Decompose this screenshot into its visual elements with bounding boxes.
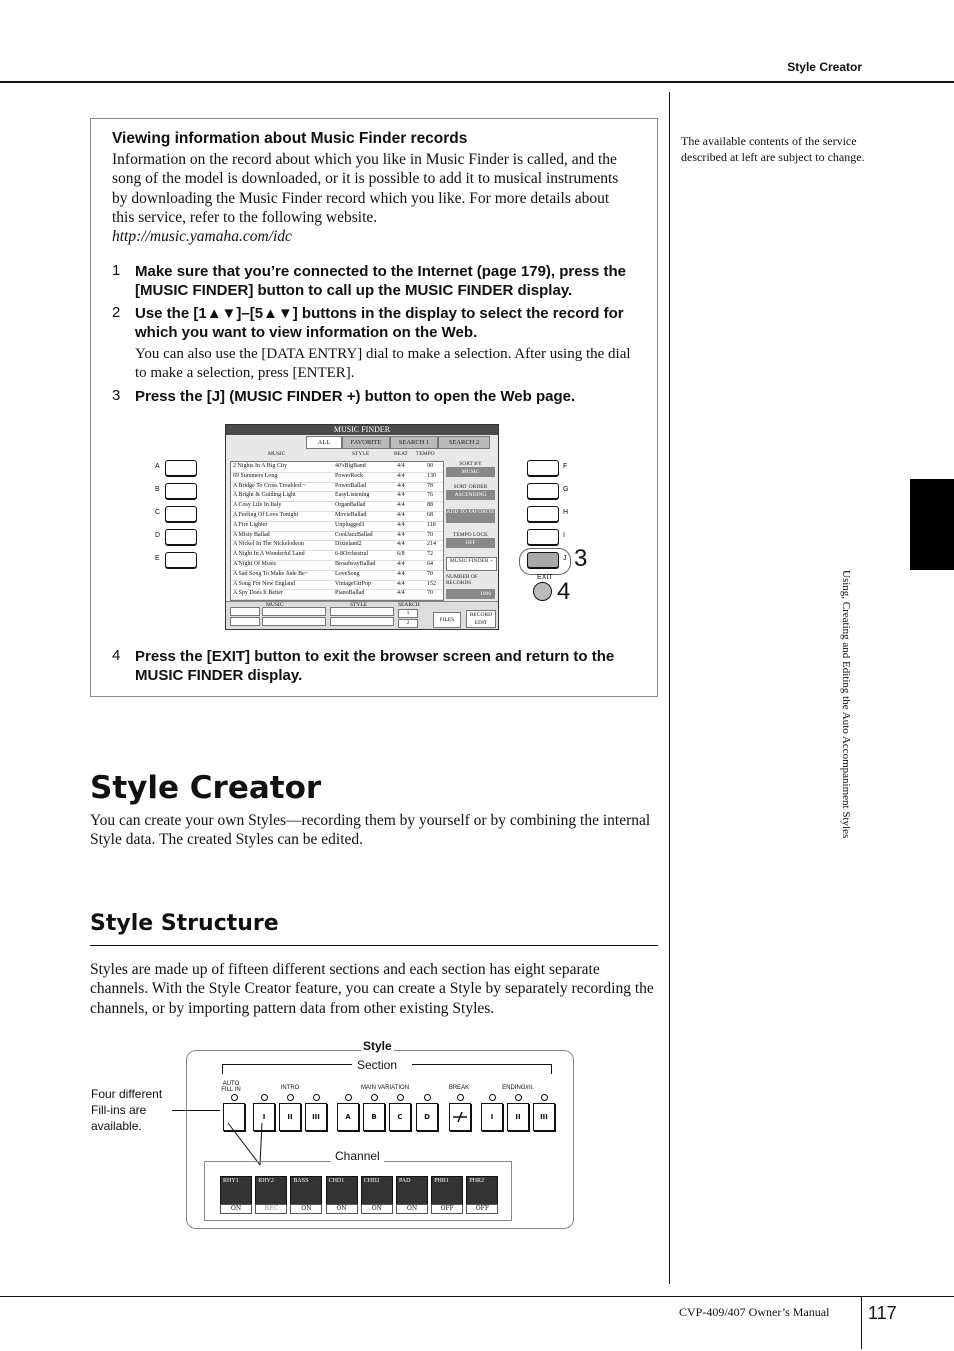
record-beat: 4/4	[397, 580, 405, 587]
footer-rule	[0, 1296, 954, 1297]
record-music: A Feeling Of Love Tonight	[233, 512, 299, 518]
record-tempo: 78	[427, 482, 433, 489]
section-button[interactable]: III	[305, 1103, 327, 1131]
channel-name: PAD	[399, 1178, 411, 1184]
exit-label: EXIT	[537, 574, 553, 581]
music-down-button[interactable]	[230, 617, 260, 626]
section-button[interactable]: I	[253, 1103, 275, 1131]
panel-button-a[interactable]	[165, 460, 197, 476]
channel-name: PHR1	[434, 1178, 449, 1184]
record-music: 2 Nights In A Big City	[233, 463, 288, 469]
group-label-fill-in: AUTO FILL IN	[221, 1081, 241, 1093]
section-led	[371, 1094, 378, 1101]
tab-search-1[interactable]: SEARCH 1	[390, 436, 438, 449]
panel-button-label: A	[155, 463, 160, 470]
record-edit-button[interactable]: RECORD EDIT	[466, 610, 496, 628]
channel-state[interactable]: ON	[396, 1204, 428, 1214]
panel-button-label: I	[563, 532, 565, 539]
record-beat: 4/4	[397, 482, 405, 489]
record-tempo: 72	[427, 551, 433, 558]
record-beat: 6/8	[397, 551, 405, 558]
record-beat: 4/4	[397, 472, 405, 479]
record-music: A Bright & Guiding Light	[233, 492, 296, 499]
record-music: A Misty Ballad	[233, 531, 270, 538]
diagram-channel-label: Channel	[331, 1149, 384, 1163]
section-button[interactable]: III	[533, 1103, 555, 1131]
bottom-search-label: SEARCH	[398, 602, 420, 608]
panel-button-label: F	[563, 463, 568, 470]
section-button[interactable]: II	[279, 1103, 301, 1131]
panel-left-buttons	[155, 460, 205, 572]
record-tempo: 88	[427, 502, 433, 509]
note-heading: Viewing information about Music Finder records	[112, 130, 468, 147]
record-music: A Spy Does It Better	[233, 590, 283, 597]
record-music: 69 Summers Long	[233, 472, 278, 479]
column-divider	[669, 92, 670, 1284]
record-beat: 4/4	[397, 502, 405, 509]
record-style: Unplugged1	[335, 521, 365, 528]
chapter-tab-label: Using, Creating and Editing the Auto Accompaniment Styles	[840, 570, 852, 839]
group-label-intro: INTRO	[280, 1085, 300, 1091]
channel-name: RHY1	[223, 1178, 239, 1184]
channel-state[interactable]: OFF	[466, 1204, 498, 1214]
record-style: MovieBallad	[335, 512, 367, 518]
panel-button-g[interactable]	[527, 483, 559, 499]
group-label-ending: ENDING/rit.	[502, 1085, 534, 1091]
panel-button-label: E	[155, 555, 160, 562]
panel-button-label: H	[563, 509, 569, 516]
section-intro: You can create your own Styles—recording them by yourself or by combining the internal Style data. The created Styles can be edited.	[90, 812, 651, 849]
section-title: Style Creator	[90, 770, 322, 806]
channel-name: PHR2	[469, 1178, 485, 1184]
step-text: Press the [EXIT] button to exit the browser screen and return to the MUSIC FINDER display.	[135, 648, 615, 685]
step-text: Use the [1▲▼]–[5▲▼] buttons in the display to select the record for which you want to view information on the Web.	[135, 305, 624, 342]
page-number: 117	[868, 1303, 897, 1323]
record-music: A Night In A Wonderful Land	[233, 551, 305, 558]
record-style: 40'sBigBand	[335, 463, 366, 469]
group-label-break: BREAK	[448, 1085, 470, 1091]
bottom-music-label: MUSIC	[266, 602, 284, 608]
margin-note: The available contents of the service described at left are subject to change.	[681, 134, 865, 164]
add-to-favorite-label: ADD TO FAVORITE	[446, 509, 495, 523]
panel-button-label: G	[563, 486, 569, 493]
section-led	[313, 1094, 320, 1101]
music-finder-plus-button[interactable]: MUSIC FINDER +	[446, 557, 497, 571]
channel-name: CHD2	[363, 1178, 380, 1184]
fill-in-note-leader	[172, 1110, 220, 1111]
sort-order-value: ASCENDING	[446, 490, 495, 500]
chapter-tab	[910, 479, 954, 570]
section-led	[424, 1094, 431, 1101]
record-style: PowerRock	[335, 472, 363, 479]
tab-all[interactable]: ALL	[306, 436, 342, 449]
record-style: CoolJazzBallad	[335, 531, 373, 538]
record-tempo: 118	[427, 521, 436, 528]
diagram-style-label: Style	[363, 1039, 392, 1053]
panel-button-label: J	[563, 555, 567, 562]
section-bracket-left	[222, 1064, 352, 1065]
music-up-button[interactable]	[230, 607, 260, 616]
panel-button-label: C	[155, 509, 161, 516]
section-button[interactable]: II	[507, 1103, 529, 1131]
subsection-rule	[90, 945, 658, 946]
record-beat: 4/4	[397, 541, 405, 548]
record-tempo: 152	[427, 580, 436, 587]
add-to-favorite-button[interactable]	[446, 509, 495, 523]
step-number: 1	[112, 262, 121, 279]
record-tempo: 70	[427, 590, 433, 597]
section-led	[489, 1094, 496, 1101]
record-beat: 4/4	[397, 531, 405, 538]
record-style: OrganBallad	[335, 502, 366, 509]
panel-button-b[interactable]	[165, 483, 197, 499]
sort-order-label: SORT ORDER	[453, 484, 488, 490]
record-music: A Cosy Life In Italy	[233, 502, 282, 509]
sort-by-label: SORT BY	[459, 461, 482, 467]
record-style: LoveSong	[335, 570, 360, 577]
music-page-up-button[interactable]	[262, 607, 326, 616]
record-beat: 4/4	[397, 590, 405, 597]
section-button[interactable]: D	[416, 1103, 438, 1131]
section-bracket-right	[412, 1064, 552, 1065]
record-beat: 4/4	[397, 521, 405, 528]
number-of-records-value: 1006	[446, 589, 495, 599]
diagram-section-label: Section	[357, 1058, 398, 1072]
step-text: Press the [J] (MUSIC FINDER +) button to open the Web page.	[135, 388, 576, 405]
section-led	[397, 1094, 404, 1101]
record-tempo: 90	[427, 463, 433, 469]
channel-name: RHY2	[258, 1178, 274, 1184]
record-music: A Song For New England	[233, 580, 295, 587]
panel-button-label: D	[155, 532, 161, 539]
search-1-button[interactable]: 1	[398, 609, 418, 618]
tempo-lock-control[interactable]	[446, 532, 495, 548]
record-beat: 4/4	[397, 570, 405, 577]
section-button[interactable]: A	[337, 1103, 359, 1131]
channel-name: BASS	[293, 1178, 309, 1184]
column-tempo: TEMPO	[416, 451, 435, 457]
section-button[interactable]: C	[389, 1103, 411, 1131]
exit-button[interactable]	[533, 582, 552, 601]
record-style: VintageGtrPop	[335, 580, 371, 587]
music-page-down-button[interactable]	[262, 617, 326, 626]
record-list	[230, 461, 444, 601]
panel-button-d[interactable]	[165, 529, 197, 545]
bottom-style-label: STYLE	[350, 602, 368, 608]
highlight-j-button	[519, 548, 571, 575]
section-led	[261, 1094, 268, 1101]
record-beat: 4/4	[397, 512, 405, 518]
record-tempo: 70	[427, 570, 433, 577]
group-label-main-variation: MAIN VARIATION	[360, 1085, 410, 1091]
panel-button-label: B	[155, 486, 160, 493]
tempo-lock-value: OFF	[446, 538, 495, 548]
subsection-body: Styles are made up of fifteen different sections and each section has eight separate channels. With the Style Creator feature, you can create a Style by separately recording the channels, or by importing pattern data from other existing Styles.	[90, 961, 654, 1017]
record-music: A Nickel In The Nickelodeon	[233, 541, 304, 548]
channel-state[interactable]: OFF	[431, 1204, 463, 1214]
channel-state[interactable]: ON	[220, 1204, 252, 1214]
screen-title: MUSIC FINDER	[226, 425, 498, 435]
search-2-button[interactable]: 2	[398, 619, 418, 628]
channel-state[interactable]: REC	[255, 1204, 287, 1214]
column-style: STYLE	[352, 451, 370, 457]
record-row[interactable]	[231, 589, 443, 600]
footer-manual: CVP-409/407 Owner’s Manual	[679, 1305, 830, 1319]
record-tempo: 68	[427, 512, 433, 518]
panel-button-h[interactable]	[527, 506, 559, 522]
tab-search-2[interactable]: SEARCH 2	[438, 436, 490, 449]
step-number: 2	[112, 304, 121, 321]
music-finder-screen	[225, 424, 499, 630]
list-header	[230, 451, 442, 460]
channel-state[interactable]: ON	[326, 1204, 358, 1214]
section-button[interactable]: B	[363, 1103, 385, 1131]
channel-name: CHD1	[328, 1178, 345, 1184]
callout-4: 4	[557, 578, 571, 605]
record-tempo: 76	[427, 492, 433, 499]
running-head: Style Creator	[787, 60, 862, 74]
panel-button-i[interactable]	[527, 529, 559, 545]
note-body: Information on the record about which you like in Music Finder is called, and the song of the model is downloaded, or it is possible to add it to musical instruments by downloading the Music Finder record which you like. For more details about this service, refer to the following website.	[112, 151, 619, 227]
step-text: Make sure that you’re connected to the Internet (page 179), press the [MUSIC FINDER] button to call up the MUSIC FINDER display.	[135, 263, 626, 300]
number-of-records-label: NUMBER OF RECORDS	[446, 574, 478, 586]
step-number: 3	[112, 387, 121, 404]
step-number: 4	[112, 647, 121, 664]
section-bracket-left-end	[222, 1064, 223, 1074]
subsection-title: Style Structure	[90, 911, 279, 936]
column-beat: BEAT	[394, 451, 408, 457]
section-led	[541, 1094, 548, 1101]
screen-bottom-bar	[226, 601, 498, 630]
style-up-button[interactable]	[330, 607, 394, 616]
style-down-button[interactable]	[330, 617, 394, 626]
step-subtext: You can also use the [DATA ENTRY] dial to make a selection. After using the dial to make a selection, press [ENTER].	[135, 346, 631, 382]
tab-favorite[interactable]: FAVORITE	[342, 436, 390, 449]
record-music: A Night Of Music	[233, 561, 277, 567]
record-music: A Sad Song To Make Jude Be~	[233, 570, 309, 577]
record-tempo: 214	[427, 541, 436, 548]
fill-in-note: Four different Fill-ins are available.	[91, 1087, 163, 1133]
callout-3: 3	[574, 545, 588, 572]
footer-divider	[861, 1297, 862, 1349]
record-style: BroadwayBallad	[335, 561, 376, 567]
section-button[interactable]	[449, 1103, 471, 1131]
section-led	[287, 1094, 294, 1101]
section-led	[231, 1094, 238, 1101]
record-tempo: 130	[427, 472, 436, 479]
break-icon	[450, 1104, 470, 1130]
section-led	[345, 1094, 352, 1101]
channel-state[interactable]: ON	[290, 1204, 322, 1214]
files-button[interactable]: FILES	[433, 612, 461, 628]
section-led	[457, 1094, 464, 1101]
sort-by-control[interactable]	[446, 461, 495, 477]
column-music: MUSIC	[268, 451, 286, 457]
number-of-records-value-box	[446, 589, 495, 599]
record-style: EasyListening	[335, 492, 370, 499]
tempo-lock-label: TEMPO LOCK	[453, 532, 488, 538]
header-rule	[0, 81, 954, 83]
note-url[interactable]: http://music.yamaha.com/idc	[112, 228, 292, 245]
section-bracket-right-end	[551, 1064, 552, 1074]
record-style: PowerBallad	[335, 482, 366, 489]
record-beat: 4/4	[397, 561, 405, 567]
sort-by-value: MUSIC	[446, 467, 495, 477]
panel-button-f[interactable]	[527, 460, 559, 476]
record-style: 6-8Orchestral	[335, 551, 368, 558]
record-tempo: 64	[427, 561, 433, 567]
record-style: Dixieland2	[335, 541, 362, 548]
record-music: A Bridge To Cross Troubled ~	[233, 482, 306, 489]
record-music: A Fire Lighter	[233, 521, 268, 528]
record-beat: 4/4	[397, 492, 405, 499]
panel-button-c[interactable]	[165, 506, 197, 522]
channel-state[interactable]: ON	[361, 1204, 393, 1214]
record-tempo: 70	[427, 531, 433, 538]
sort-order-control[interactable]	[446, 484, 495, 500]
record-style: PianoBallad	[335, 590, 365, 597]
panel-button-e[interactable]	[165, 552, 197, 568]
record-beat: 4/4	[397, 463, 405, 469]
section-led	[515, 1094, 522, 1101]
section-button[interactable]: I	[481, 1103, 503, 1131]
